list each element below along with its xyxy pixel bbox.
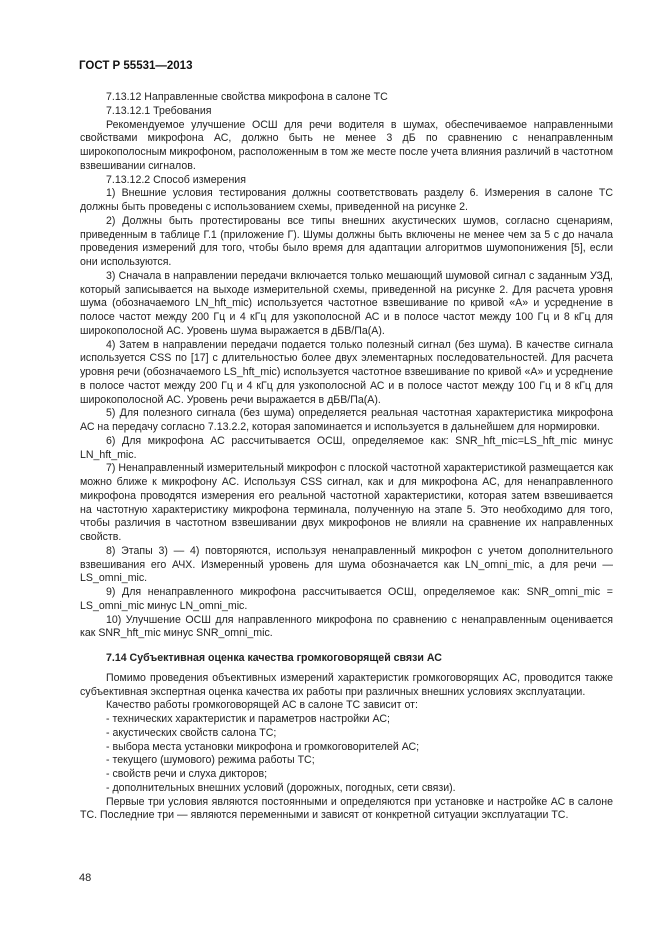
step-paragraph: 9) Для ненаправленного микрофона рассчитывается ОСШ, определяемое как: SNR_omni_mic = LS_omni_mic минус LN_omni_mic. [80,586,613,612]
document-body [80,91,613,823]
step-paragraph: 10) Улучшение ОСШ для направленного микрофона по сравнению с ненаправленным оценивается как SNR_hft_mic минус SNR_omni_mic. [80,613,613,640]
step-paragraph: 4) Затем в направлении передачи подается только полезный сигнал (без шума). В качестве сигнала используется CSS по [17] с длительностью более двух элементарных последовательностей. Для расчета уровня речи (обозначаемого LS_hft_mic) используется частотное взвешивание по кривой «А» и усреднение в полосе частот между 200 Гц и 4 кГц для узкополосной АС и в полосе частот между 100 Гц и 8 кГц для широкополосной АС. Уровень речи выражается в дБВ/Па(А). [80,338,613,406]
step-paragraph: 2) Должны быть протестированы все типы внешних акустических шумов, согласно сценариям, приведенным в таблице Г.1 (приложение Г). Шумы должны быть включены не менее чем за 5 с до начала проведения измерений для того, чтобы было время для адаптации алгоритмов шумопонижения [5], если они используются. [80,214,613,268]
paragraph: Помимо проведения объективных измерений характеристик громкоговорящих АС, проводится также субъективная экспертная оценка качества их работы при различных внешних условиях эксплуатации. [80,671,613,698]
subsection-heading: 7.13.12.2 Способ измерения [106,173,246,186]
list-item: - текущего (шумового) режима работы ТС; [106,754,315,767]
list-item: - дополнительных внешних условий (дорожных, погодных, сети связи). [106,781,456,794]
list-item: - свойств речи и слуха дикторов; [106,768,268,780]
document-header: ГОСТ Р 55531—2013 [79,60,193,72]
page-number: 48 [79,872,92,884]
list-item: - акустических свойств салона ТС; [106,726,277,739]
step-paragraph: 5) Для полезного сигнала (без шума) определяется реальная частотная характеристика микрофона АС на передачу согласно 7.13.2.2, которая запоминается и используется в дальнейшем для нормировки. [80,407,613,433]
subsection-heading: 7.13.12.1 Требования [106,104,212,117]
subsection-heading: 7.13.12 Направленные свойства микрофона в салоне ТС [106,91,388,103]
step-paragraph: 6) Для микрофона АС рассчитывается ОСШ, определяемое как: SNR_hft_mic=LS_hft_mic минус LN_hft_mic. [80,434,613,461]
conditions-list [80,713,613,796]
step-paragraph: 7) Ненаправленный измерительный микрофон с плоской частотной характеристикой размещается как можно ближе к микрофону АС. Используя CSS сигнал, как и для микрофона АС, для ненаправленного микрофона проводятся измерения его реальной частотной характеристики, которая затем взвешивается на частотную характеристику микрофона терминала, полученную на этапе 5. Это необходимо для того, чтобы различия в частотном взвешивании двух микрофонов не влияли на сравнение их направленных свойств. [80,462,613,543]
paragraph: Первые три условия являются постоянными и определяются при установке и настройке АС в салоне ТС. Последние три — являются переменными и зависят от конкретной ситуации эксплуатации ТС. [80,795,613,822]
list-item: - выбора места установки микрофона и громкоговорителей АС; [106,740,420,753]
step-paragraph: 8) Этапы 3) — 4) повторяются, используя ненаправленный микрофон с учетом дополнительного взвешивания его АЧХ. Измеренный уровень для шума обозначается как LN_omni_mic, а для речи — LS_omni_mic. [80,544,613,585]
list-item: - технических характеристик и параметров настройки АС; [106,713,390,725]
paragraph: Рекомендуемое улучшение ОСШ для речи водителя в шумах, обеспечиваемое направленными свойствами микрофона АС, должно быть не менее 3 дБ по сравнению с ненаправленным широкополосным микрофоном, расположенным в том же месте после учета влияния различий в частотном взвешивании сигналов. [80,118,613,172]
section-heading: 7.14 Субъективная оценка качества громкоговорящей связи АС [106,652,442,664]
step-paragraph: 3) Сначала в направлении передачи включается только мешающий шумовой сигнал с заданным УЗД, который записывается на выходе измерительной схемы, приведенной на рисунке 2. Для расчета уровня шума (обозначаемого LN_hft_mic) используется частотное взвешивание по кривой «А» и усреднение в полосе частот между 200 Гц и 4 кГц для узкополосной АС и в полосе частот между 100 Гц и 8 кГц для широкополосной АС. Уровень шума выражается в дБВ/Па(А). [80,269,613,337]
paragraph: Качество работы громкоговорящей АС в салоне ТС зависит от: [106,699,418,712]
step-paragraph: 1) Внешние условия тестирования должны соответствовать разделу 6. Измерения в салоне ТС должны быть проведены с использованием схемы, приведенной на рисунке 2. [80,187,613,213]
